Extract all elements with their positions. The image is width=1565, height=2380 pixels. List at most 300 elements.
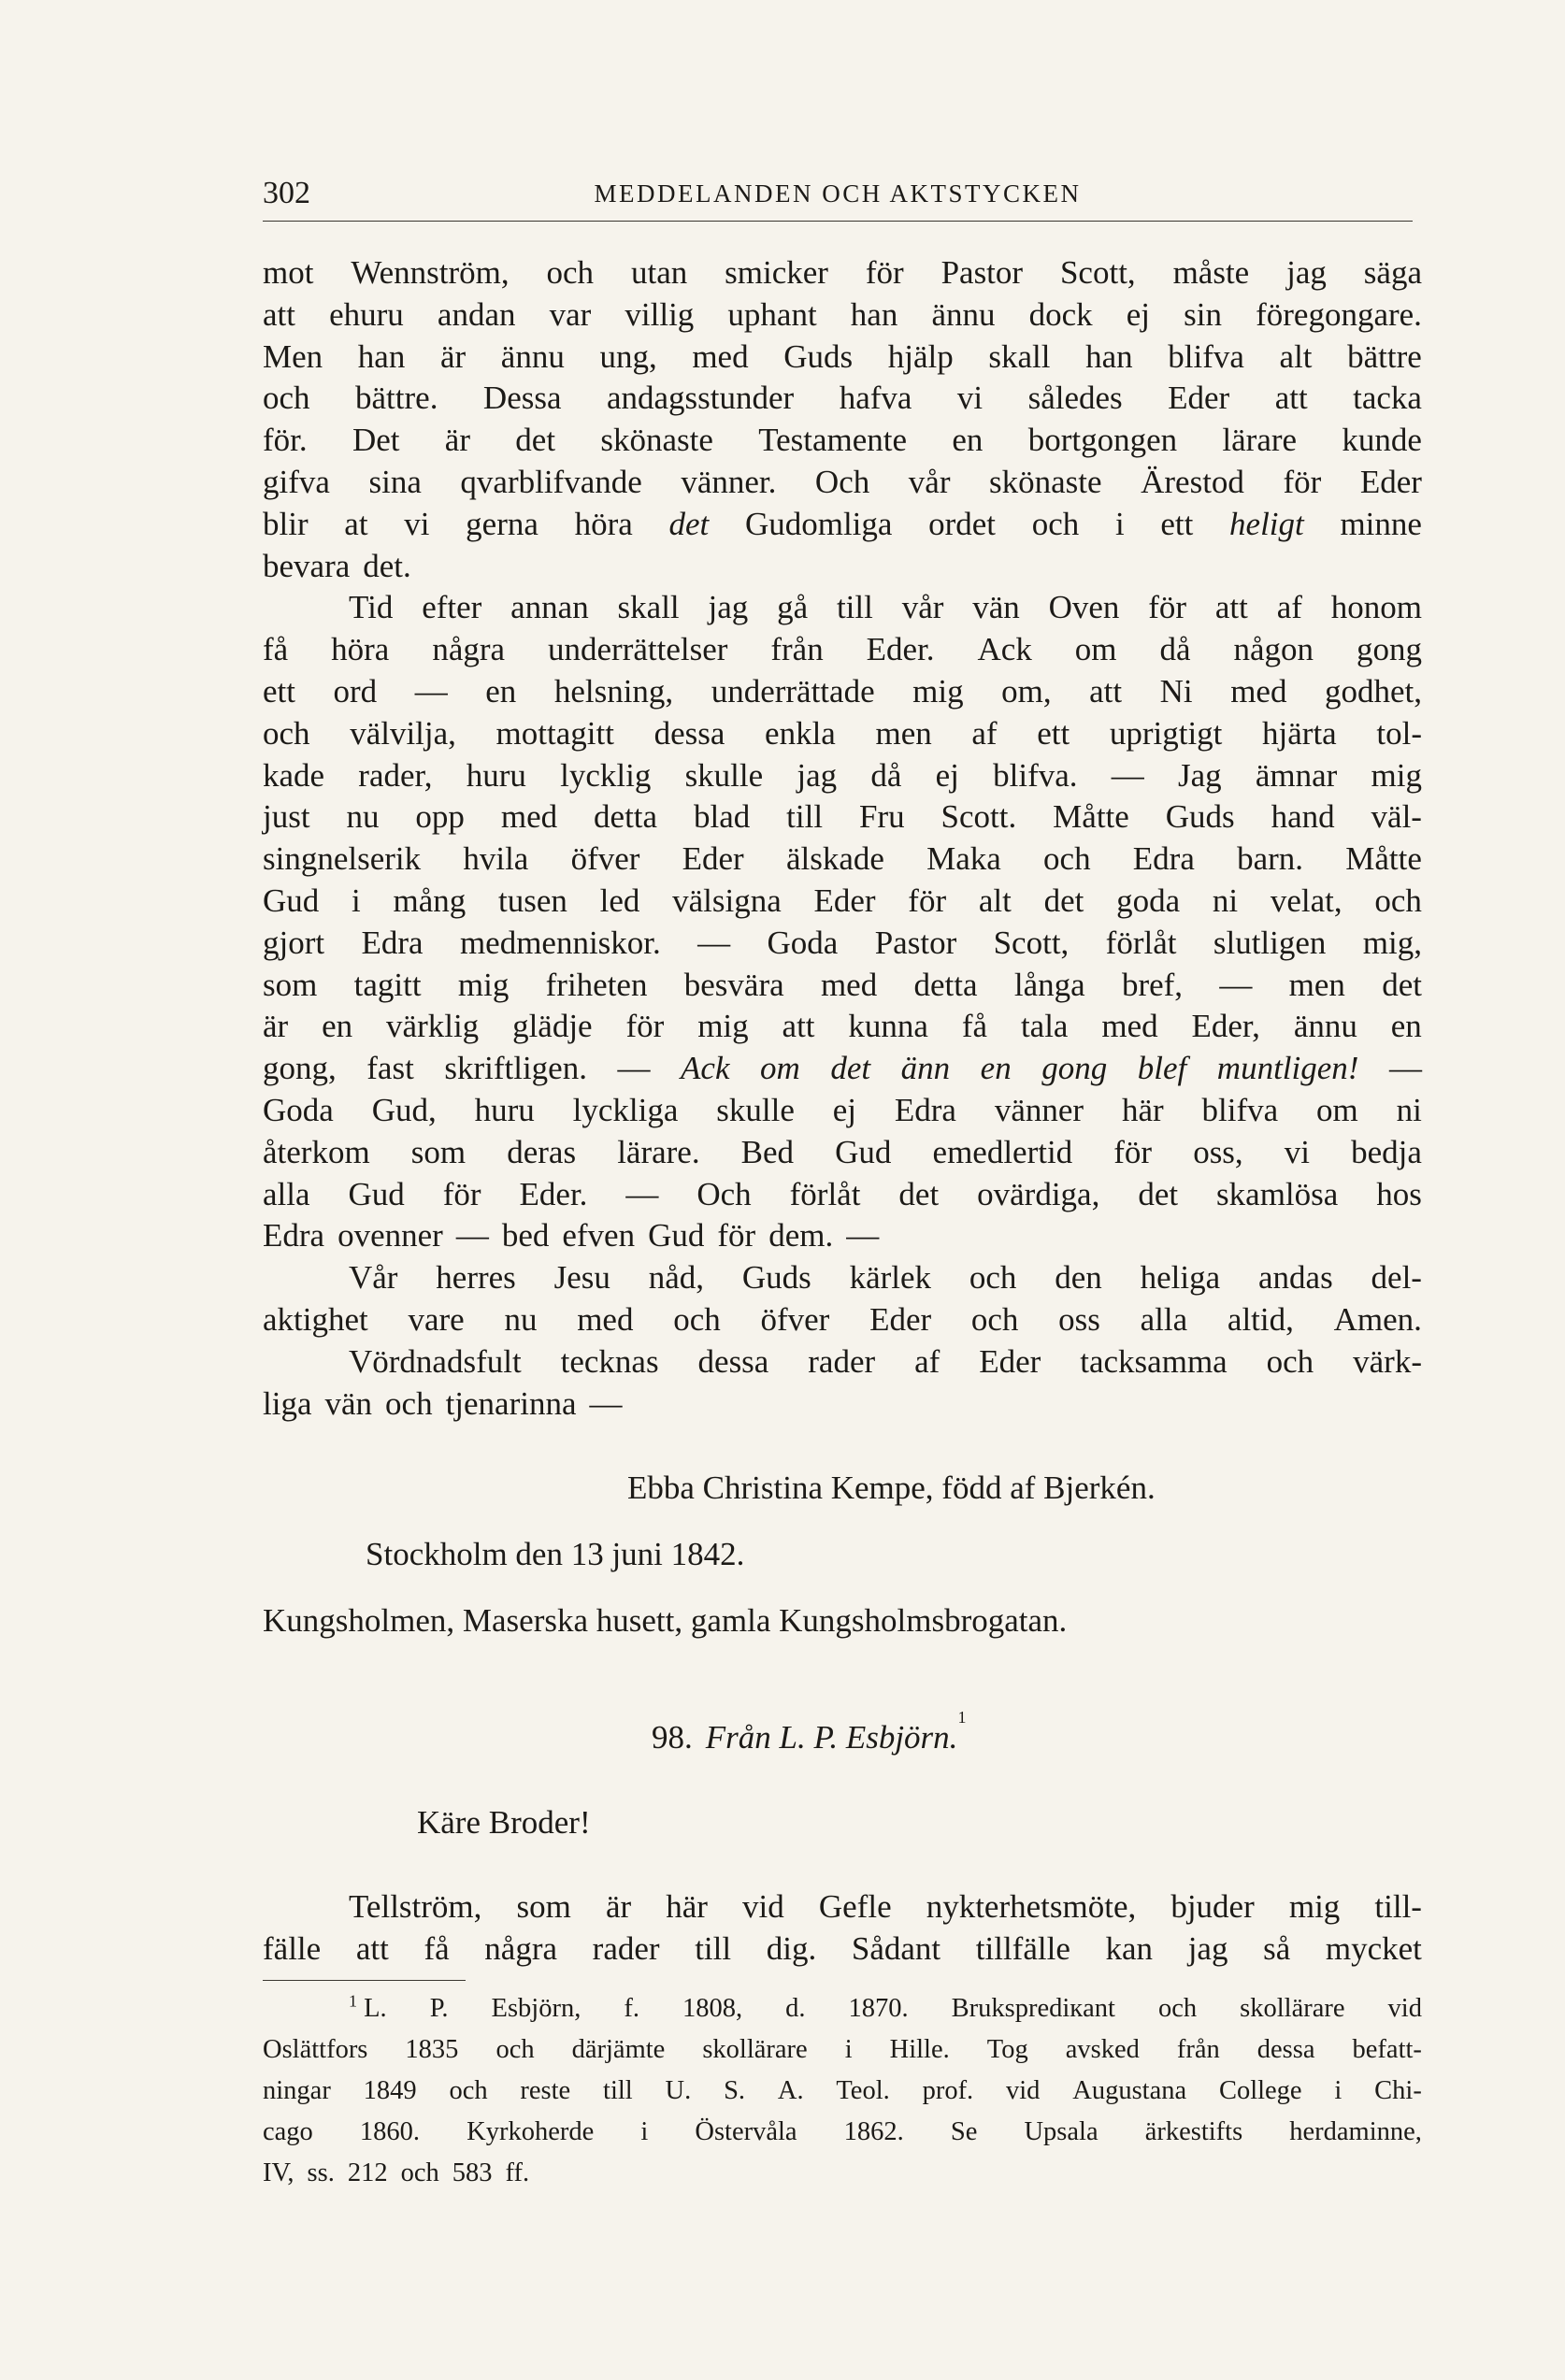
word: några bbox=[484, 1930, 558, 1968]
word: det bbox=[1382, 966, 1422, 1003]
word: Gud bbox=[348, 1175, 405, 1212]
word: 1862. bbox=[843, 2116, 904, 2146]
word: hafva bbox=[839, 380, 912, 417]
letter-line bbox=[263, 923, 1422, 965]
word: då bbox=[1159, 631, 1191, 668]
letter2-line bbox=[263, 1928, 1422, 1971]
word: — bbox=[846, 1217, 880, 1255]
word: rader bbox=[808, 1342, 876, 1380]
word: tala bbox=[1020, 1008, 1069, 1045]
word: för bbox=[1148, 589, 1187, 626]
word: — bbox=[589, 1384, 623, 1422]
word: här bbox=[1121, 1091, 1164, 1128]
word: Eder bbox=[1168, 380, 1230, 417]
word: ett bbox=[263, 672, 295, 710]
word: ehuru bbox=[329, 295, 404, 333]
word: han bbox=[1085, 337, 1133, 375]
word: — bbox=[625, 1175, 659, 1212]
word: mycket bbox=[1325, 1930, 1422, 1968]
word: skall bbox=[988, 337, 1051, 375]
word: jag bbox=[1286, 254, 1327, 291]
word: — bbox=[455, 1217, 489, 1255]
word: och bbox=[495, 2034, 535, 2064]
word: besvära bbox=[683, 966, 784, 1003]
word: Pastor bbox=[940, 254, 1024, 291]
word: vi bbox=[1284, 1133, 1311, 1170]
word: är bbox=[605, 1888, 632, 1926]
word: bed bbox=[501, 1217, 550, 1255]
word: och bbox=[970, 1300, 1019, 1338]
word: dessa bbox=[1256, 2034, 1315, 2064]
word: qvarblifvande bbox=[460, 463, 642, 500]
word: kan bbox=[1105, 1930, 1154, 1968]
word: liga bbox=[263, 1384, 312, 1422]
word: glädje bbox=[512, 1008, 593, 1045]
word: är bbox=[444, 422, 470, 459]
word: skollärare bbox=[702, 2034, 808, 2064]
word: skulle bbox=[684, 756, 764, 794]
word: förlåt bbox=[789, 1175, 861, 1212]
word: ung, bbox=[599, 337, 657, 375]
word: att bbox=[782, 1008, 815, 1045]
word: tacka bbox=[1353, 380, 1422, 417]
footnote bbox=[263, 1988, 1422, 2194]
word: värklig bbox=[386, 1008, 480, 1045]
word: Eder bbox=[869, 1300, 932, 1338]
word: och bbox=[1266, 1342, 1314, 1380]
word: Maka bbox=[926, 840, 1001, 878]
word: ej bbox=[1126, 295, 1151, 333]
word: Dessa bbox=[482, 380, 562, 417]
word: godhet, bbox=[1324, 672, 1422, 710]
letter-line bbox=[263, 1257, 1422, 1299]
word: Oven bbox=[1048, 589, 1120, 626]
word: värk- bbox=[1353, 1342, 1422, 1380]
word: med bbox=[500, 798, 558, 836]
word: Ack bbox=[681, 1050, 730, 1087]
word: Pastor bbox=[874, 924, 957, 961]
letter-line bbox=[263, 1341, 1422, 1384]
word: det bbox=[1138, 1175, 1179, 1212]
word: Amen. bbox=[1333, 1300, 1422, 1338]
word: d. bbox=[785, 1993, 806, 2023]
word: ni bbox=[1212, 882, 1239, 919]
word: herres bbox=[436, 1259, 516, 1297]
word: att bbox=[1214, 589, 1248, 626]
word: Se bbox=[950, 2116, 978, 2146]
word: alt bbox=[1279, 337, 1313, 375]
word: för bbox=[442, 1175, 481, 1212]
letter-line bbox=[263, 1299, 1422, 1341]
page-body bbox=[263, 252, 1422, 2194]
word: och bbox=[546, 254, 595, 291]
word: säga bbox=[1363, 254, 1422, 291]
word: gong, bbox=[263, 1050, 337, 1087]
word: för bbox=[625, 1008, 665, 1045]
word: att bbox=[1089, 672, 1123, 710]
word: det bbox=[515, 422, 556, 459]
word: herdaminne, bbox=[1289, 2116, 1422, 2146]
word: mig bbox=[1371, 756, 1422, 794]
word: ännu bbox=[500, 337, 565, 375]
word: ärkestifts bbox=[1144, 2116, 1243, 2146]
word: f. bbox=[624, 1993, 639, 2023]
word: den bbox=[1055, 1259, 1102, 1297]
word: gjort bbox=[263, 924, 325, 961]
word: — bbox=[697, 924, 731, 961]
word: då bbox=[870, 756, 902, 794]
word: Gudomliga bbox=[744, 505, 893, 542]
word: heligt bbox=[1229, 505, 1304, 542]
word: Eder. bbox=[866, 631, 935, 668]
letter-line bbox=[263, 252, 1422, 294]
word: singnelserik bbox=[263, 840, 422, 878]
word: Edra bbox=[361, 924, 424, 961]
word: bref, bbox=[1121, 966, 1184, 1003]
word: skönaste bbox=[989, 463, 1102, 500]
word: Scott, bbox=[993, 924, 1070, 961]
word: smicker bbox=[725, 254, 828, 291]
word: lycklig bbox=[560, 756, 652, 794]
word: här bbox=[666, 1888, 708, 1926]
word: prof. bbox=[922, 2075, 974, 2105]
word: mig, bbox=[1362, 924, 1422, 961]
word: Måtte bbox=[1345, 840, 1422, 878]
word: som bbox=[410, 1133, 467, 1170]
letter-line bbox=[263, 1090, 1422, 1132]
letter2-line bbox=[263, 1886, 1422, 1928]
word: Och bbox=[814, 463, 870, 500]
word: och bbox=[263, 714, 310, 752]
word: 1860. bbox=[359, 2116, 421, 2146]
word: att bbox=[1274, 380, 1308, 417]
word: tillfälle bbox=[975, 1930, 1070, 1968]
word: opp bbox=[415, 798, 465, 836]
word: underrättade bbox=[711, 672, 875, 710]
word: Måtte bbox=[1053, 798, 1129, 836]
footnote-line bbox=[263, 2071, 1422, 2112]
word: ss. bbox=[307, 2158, 335, 2187]
letter-number: 98. bbox=[652, 1718, 693, 1756]
word: i bbox=[640, 2116, 649, 2146]
word: Eder. bbox=[519, 1175, 588, 1212]
word: vi bbox=[956, 380, 984, 417]
word: några bbox=[432, 631, 506, 668]
word: Vördnadsfult bbox=[349, 1342, 522, 1380]
word: Bruksprediкant bbox=[951, 1993, 1115, 2023]
word: goda bbox=[1116, 882, 1181, 919]
word: ej bbox=[935, 756, 959, 794]
word: öfver bbox=[760, 1300, 830, 1338]
word: vi bbox=[404, 505, 430, 542]
word: led bbox=[599, 882, 640, 919]
word: 1849 bbox=[363, 2075, 417, 2105]
word: hvila bbox=[463, 840, 529, 878]
footnote-rule bbox=[263, 1980, 466, 1981]
word: att bbox=[355, 1930, 389, 1968]
letter2-body bbox=[263, 1886, 1422, 1971]
word: kade bbox=[263, 756, 325, 794]
word: dem. bbox=[768, 1217, 834, 1255]
word: tacksamma bbox=[1080, 1342, 1228, 1380]
word: just bbox=[263, 798, 310, 836]
word: Det bbox=[352, 422, 400, 459]
word: med bbox=[820, 966, 878, 1003]
word: dock bbox=[1028, 295, 1093, 333]
word: Guds bbox=[741, 1259, 811, 1297]
footnote-line bbox=[263, 2153, 1422, 2194]
word: andan bbox=[437, 295, 516, 333]
word: lyckliga bbox=[572, 1091, 679, 1128]
word: var bbox=[549, 295, 592, 333]
letter-heading bbox=[263, 1707, 1422, 1759]
letter-line bbox=[263, 587, 1422, 629]
word: föregongare. bbox=[1256, 295, 1422, 333]
word: reste bbox=[520, 2075, 571, 2105]
word: i bbox=[1114, 505, 1125, 542]
word: Gud bbox=[263, 882, 320, 919]
footnote-marker: 1 bbox=[349, 1991, 357, 2011]
word: hjärta bbox=[1262, 714, 1337, 752]
word: Tid bbox=[349, 589, 394, 626]
word: dig. bbox=[766, 1930, 817, 1968]
letter-line bbox=[263, 294, 1422, 337]
word: jag bbox=[1187, 1930, 1228, 1968]
word: hand bbox=[1271, 798, 1335, 836]
word: och bbox=[673, 1300, 721, 1338]
word: velat, bbox=[1270, 882, 1342, 919]
word: en bbox=[1390, 1008, 1422, 1045]
word: Scott. bbox=[940, 798, 1017, 836]
letter-line bbox=[263, 839, 1422, 881]
word: Edra bbox=[263, 1217, 325, 1255]
word: Eder bbox=[979, 1342, 1041, 1380]
word: oss bbox=[1058, 1300, 1100, 1338]
footnote-ref: 1 bbox=[957, 1707, 967, 1727]
word: blir bbox=[263, 505, 309, 542]
word: fast bbox=[366, 1050, 414, 1087]
word: måste bbox=[1172, 254, 1250, 291]
word: lärare. bbox=[617, 1133, 700, 1170]
word: det bbox=[1043, 882, 1084, 919]
word: Vår bbox=[349, 1259, 398, 1297]
word: medmenniskor. bbox=[459, 924, 661, 961]
word: skamlösa bbox=[1216, 1175, 1339, 1212]
word: — bbox=[1111, 756, 1144, 794]
word: College bbox=[1218, 2075, 1302, 2105]
word: det bbox=[668, 505, 710, 542]
word: men bbox=[875, 714, 932, 752]
word: en bbox=[952, 422, 984, 459]
word: ni bbox=[1396, 1091, 1422, 1128]
word: gong bbox=[1356, 631, 1422, 668]
word: tusen bbox=[497, 882, 567, 919]
word: barn. bbox=[1237, 840, 1304, 878]
word: 212 bbox=[347, 2158, 388, 2187]
word: efter bbox=[422, 589, 482, 626]
word: sin bbox=[1184, 295, 1222, 333]
word: dessa bbox=[697, 1342, 769, 1380]
word: hjälp bbox=[887, 337, 954, 375]
word: Hille. bbox=[889, 2034, 950, 2064]
word: uprigtigt bbox=[1109, 714, 1223, 752]
word: Gefle bbox=[818, 1888, 892, 1926]
word: blef bbox=[1137, 1050, 1187, 1087]
word: vänner. bbox=[681, 463, 777, 500]
word: mot bbox=[263, 254, 314, 291]
word: tjenarinna bbox=[445, 1384, 577, 1422]
word: lärare bbox=[1222, 422, 1298, 459]
word: i bbox=[1334, 2075, 1342, 2105]
word: S. bbox=[724, 2075, 746, 2105]
word: blifva. bbox=[993, 756, 1078, 794]
letter-line bbox=[263, 1132, 1422, 1174]
word: någon bbox=[1233, 631, 1314, 668]
word: af bbox=[971, 714, 998, 752]
word: för bbox=[717, 1217, 756, 1255]
word: andas bbox=[1258, 1259, 1333, 1297]
word: 1870. bbox=[848, 1993, 909, 2023]
word: ord bbox=[333, 672, 378, 710]
word: bättre. bbox=[355, 380, 438, 417]
word: vänner bbox=[994, 1091, 1084, 1128]
word: andagsstunder bbox=[606, 380, 795, 417]
word: bjuder bbox=[1170, 1888, 1255, 1926]
word: om bbox=[1074, 631, 1117, 668]
word: att bbox=[263, 295, 295, 333]
word: Oslättfors bbox=[263, 2034, 368, 2064]
word: om bbox=[760, 1050, 800, 1087]
word: 583 bbox=[452, 2158, 493, 2187]
word: en bbox=[485, 672, 517, 710]
place-date: Stockholm den 13 juni 1842. bbox=[366, 1536, 745, 1573]
word: Gud bbox=[835, 1133, 892, 1170]
letter-line bbox=[263, 1006, 1422, 1048]
word: efven bbox=[562, 1217, 636, 1255]
word: detta bbox=[913, 966, 978, 1003]
signature: Ebba Christina Kempe, född af Bjerkén. bbox=[627, 1470, 1156, 1507]
word: bevara bbox=[263, 547, 351, 584]
word: och bbox=[449, 2075, 488, 2105]
word: bortgongen bbox=[1027, 422, 1178, 459]
word: Gud, bbox=[371, 1091, 437, 1128]
word: honom bbox=[1330, 589, 1422, 626]
letter-line bbox=[263, 420, 1422, 462]
word: befatt- bbox=[1352, 2034, 1422, 2064]
word: väl- bbox=[1371, 798, 1422, 836]
word: ff. bbox=[505, 2158, 530, 2187]
word: en bbox=[980, 1050, 1012, 1087]
word: höra bbox=[574, 505, 633, 542]
word: Jesu bbox=[553, 1259, 610, 1297]
word: om bbox=[1316, 1091, 1358, 1128]
word: Eder bbox=[1359, 463, 1422, 500]
word: bättre bbox=[1347, 337, 1422, 375]
word: ordet bbox=[928, 505, 997, 542]
word: vår bbox=[901, 589, 944, 626]
word: Esbjörn, bbox=[491, 1993, 581, 2023]
word: Bed bbox=[740, 1133, 795, 1170]
word: 1835 bbox=[405, 2034, 459, 2064]
word: vid bbox=[1006, 2075, 1041, 2105]
word: änn bbox=[900, 1050, 951, 1087]
letter-line bbox=[263, 965, 1422, 1007]
footnote-line bbox=[263, 2112, 1422, 2153]
word: till bbox=[603, 2075, 633, 2105]
word: således bbox=[1027, 380, 1123, 417]
letter-line bbox=[263, 1174, 1422, 1216]
letter-line bbox=[263, 462, 1422, 504]
word: blifva bbox=[1201, 1091, 1279, 1128]
word: långa bbox=[1013, 966, 1085, 1003]
page-number: 302 bbox=[263, 176, 310, 210]
word: Augustana bbox=[1072, 2075, 1187, 2105]
word: gerna bbox=[466, 505, 538, 542]
word: det bbox=[898, 1175, 940, 1212]
word: jag bbox=[797, 756, 838, 794]
word: Wennström, bbox=[351, 254, 510, 291]
word: alla bbox=[263, 1175, 310, 1212]
word: och bbox=[1043, 840, 1091, 878]
word: Edra bbox=[894, 1091, 956, 1128]
word: mig bbox=[697, 1008, 749, 1045]
word: Tog bbox=[986, 2034, 1028, 2064]
word: cago bbox=[263, 2116, 313, 2146]
word: höra bbox=[331, 631, 390, 668]
word: af bbox=[1276, 589, 1302, 626]
word: Ack bbox=[977, 631, 1032, 668]
footnote-line bbox=[263, 1988, 1422, 2029]
word: sina bbox=[368, 463, 422, 500]
word: tol- bbox=[1376, 714, 1422, 752]
word: ännu bbox=[1293, 1008, 1357, 1045]
word: Gud bbox=[648, 1217, 705, 1255]
word: skollärare bbox=[1240, 1993, 1345, 2023]
word: Kyrkoherde bbox=[467, 2116, 595, 2146]
word: nu bbox=[504, 1300, 538, 1338]
word: Eder bbox=[813, 882, 876, 919]
word: Sådant bbox=[851, 1930, 941, 1968]
word: fälle bbox=[263, 1930, 322, 1968]
letter-line bbox=[263, 671, 1422, 713]
word: Ni bbox=[1159, 672, 1193, 710]
word: blad bbox=[693, 798, 751, 836]
word: om, bbox=[1001, 672, 1052, 710]
word: ett bbox=[1160, 505, 1194, 542]
word: oss, bbox=[1193, 1133, 1243, 1170]
word: men bbox=[1288, 966, 1345, 1003]
word: Teol. bbox=[836, 2075, 890, 2105]
word: — bbox=[1388, 1050, 1422, 1087]
word: gå bbox=[777, 589, 809, 626]
word: Ärestod bbox=[1141, 463, 1244, 500]
word: minne bbox=[1340, 505, 1422, 542]
word: med bbox=[1230, 672, 1287, 710]
word: ovenner bbox=[337, 1217, 443, 1255]
word: Goda bbox=[767, 924, 839, 961]
word: rader, bbox=[358, 756, 433, 794]
word: älskade bbox=[785, 840, 884, 878]
word: tagitt bbox=[353, 966, 422, 1003]
word: kunna bbox=[848, 1008, 928, 1045]
page-header bbox=[263, 176, 1413, 213]
letter-line bbox=[263, 755, 1422, 797]
word: friheten bbox=[545, 966, 648, 1003]
word: Fru bbox=[859, 798, 905, 836]
word: vår bbox=[908, 463, 951, 500]
word: förlåt bbox=[1105, 924, 1177, 961]
word: är bbox=[263, 1008, 289, 1045]
